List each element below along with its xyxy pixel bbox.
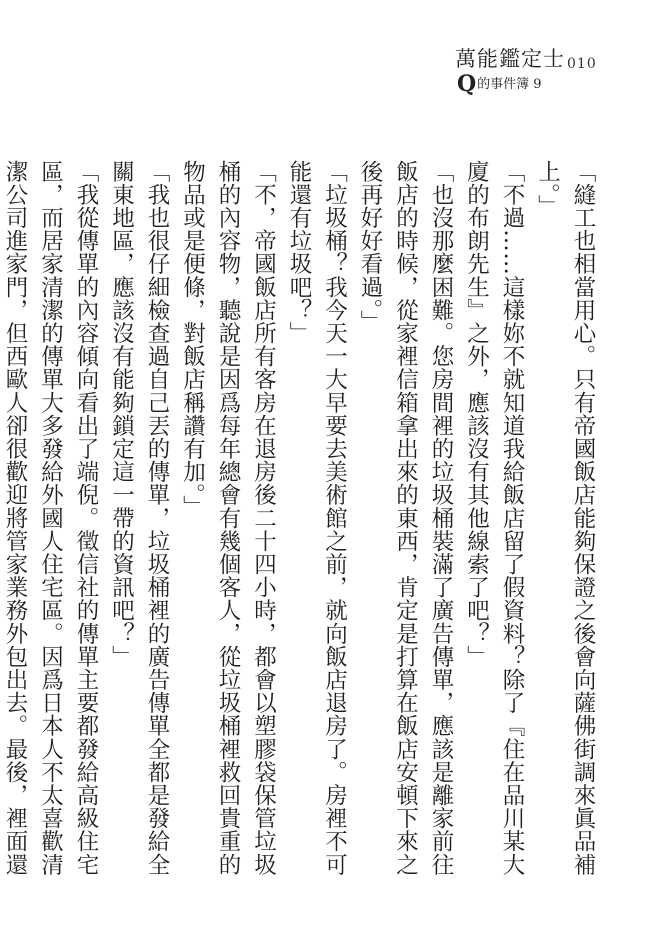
paragraph: 「不過……這樣妳不就知道我給飯店留了假資料？除了『住在品川某大廈的布朗先生』之外，應該沒有其他線索了吧？」 (463, 160, 525, 877)
book-subtitle (457, 71, 542, 97)
paragraph: 「縫工也相當用心。只有帝國飯店能夠保證之後會向薩佛街調來眞品補上。」 (534, 160, 596, 877)
paragraph: 「也沒那麼困難。您房間裡的垃圾桶裝滿了廣告傳單，應該是離家前往飯店的時候，從家裡信箱拿出來的東西，肯定是打算在飯店安頓下來之後再好好看過。」 (357, 160, 454, 877)
vertical-body-text (0, 160, 600, 890)
running-header (455, 46, 645, 106)
page-number: 010 (567, 56, 597, 72)
subtitle-text: 的事件簿 9 (477, 77, 542, 92)
paragraph: 「垃圾桶？我今天一大早要去美術館之前，就向飯店退房了。房裡不可能還有垃圾吧？」 (286, 160, 348, 877)
paragraph: 「我也很仔細檢查過自己丟的傳單，垃圾桶裡的廣告傳單全都是發給全關東地區，應該沒有能夠鎖定這一帶的資訊吧？」 (108, 160, 170, 877)
subtitle-q-letter: Q (457, 71, 477, 97)
paragraph: 「不，帝國飯店所有客房在退房後二十四小時，都會以塑膠袋保管垃圾桶的內容物，聽說是因爲每年總會有幾個客人，從垃圾桶裡救回貴重的物品或是便條，對飯店稱讚有加。」 (179, 160, 277, 877)
paragraph: 「我從傳單的內容傾向看出了端倪。徵信社的傳單主要都發給高級住宅區，而居家清潔的傳單大多發給外國人住宅區。因爲日本人不太喜歡清潔公司進家門，但西歐人卻很歡迎將管家業務外包出去。最後，裡面還 (2, 160, 99, 877)
book-title: 萬能鑑定士 (455, 47, 565, 71)
